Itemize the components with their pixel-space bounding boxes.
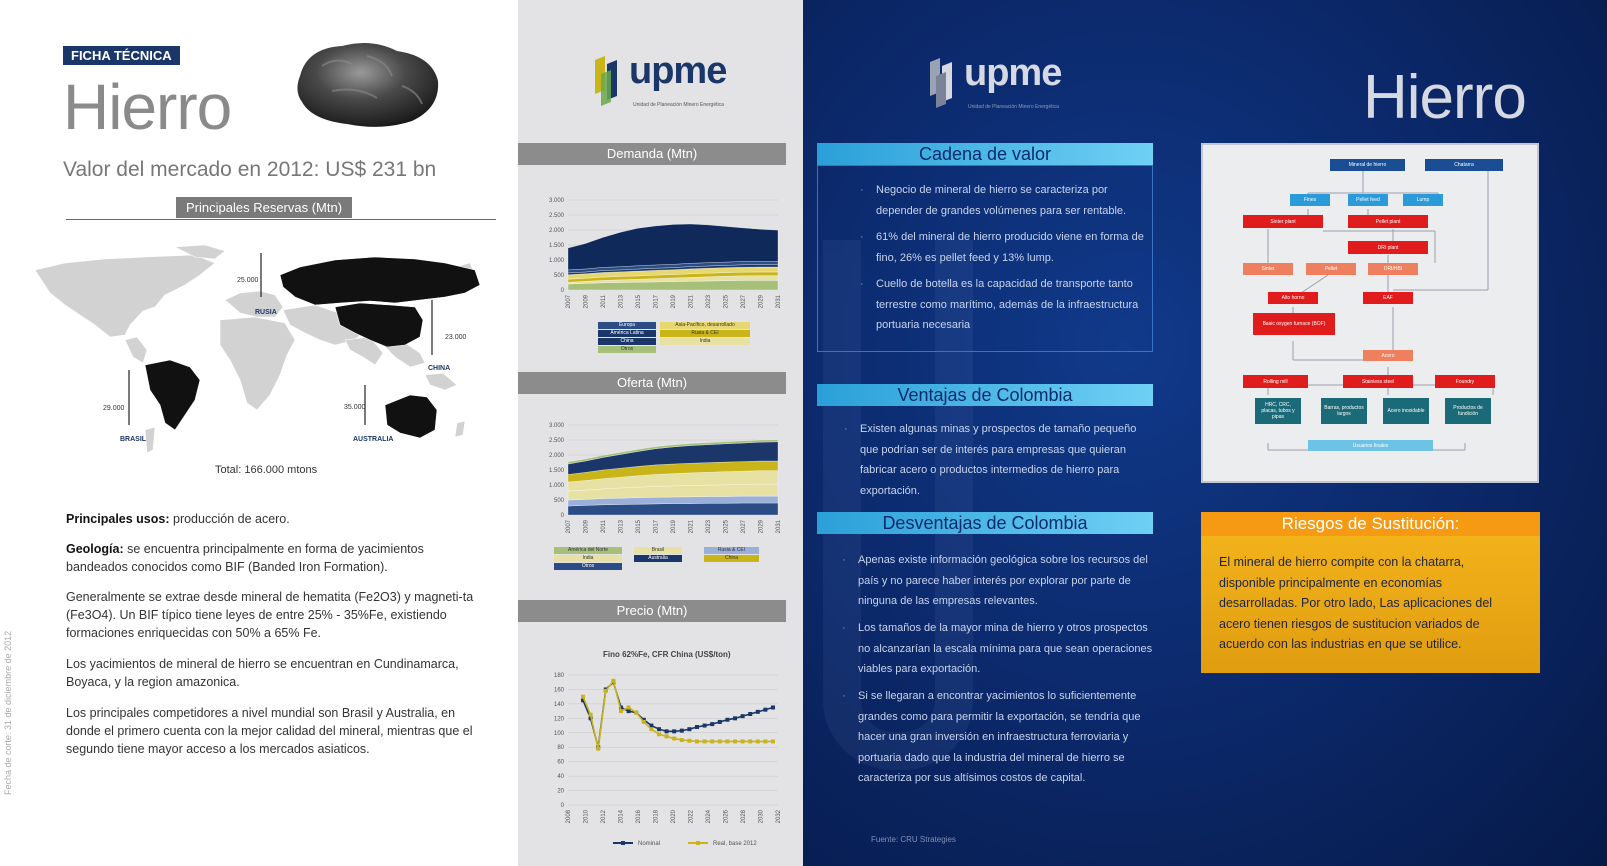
price-point	[672, 729, 676, 733]
legend-item: China	[598, 338, 656, 345]
legend-swatch-point	[696, 841, 700, 845]
russia-label: RUSIA	[255, 309, 277, 316]
price-point	[771, 706, 775, 710]
australia-value: 35.000	[344, 404, 366, 411]
node-mineral: Mineral de hierro	[1330, 159, 1405, 171]
world-reserves-map	[25, 245, 495, 460]
y-tick-label: 500	[553, 273, 564, 279]
cadena-bullet-3: · Cuello de botella es la capacidad de transporte tanto terrestre como marítimo, además de la infraestructura portuaria necesaria	[860, 278, 1139, 331]
node-fines: Fines	[1290, 194, 1330, 206]
price-point	[703, 739, 707, 743]
x-tick-label: 2031	[776, 295, 782, 309]
price-point	[718, 720, 722, 724]
y-tick-label: 1.000	[548, 483, 564, 489]
price-point	[627, 706, 631, 710]
node-pellet-feed: Pellet feed	[1348, 194, 1388, 206]
price-point	[748, 739, 752, 743]
riesgos-heading: Riesgos de Sustitución:	[1201, 512, 1540, 536]
price-point	[763, 708, 767, 712]
price-point	[687, 739, 691, 743]
price-point	[733, 716, 737, 720]
upme-wordmark: upme	[629, 50, 727, 92]
usos-label: Principales usos:	[66, 512, 170, 526]
demanda-chart	[518, 195, 788, 320]
node-sinter-plant: Sinter plant	[1243, 215, 1323, 228]
x-tick-label: 2007	[566, 295, 572, 309]
legend-item: Otros	[554, 563, 622, 570]
node-stainless: Stainless steel	[1343, 375, 1413, 388]
node-alto-horno: Alto horno	[1268, 292, 1318, 304]
node-pellet: Pellet	[1306, 263, 1356, 275]
price-point	[657, 732, 661, 736]
node-dri-hbi: DRI/HBI	[1368, 263, 1418, 275]
node-acero: Acero	[1363, 350, 1413, 361]
node-fundicion: Productos de fundición	[1445, 398, 1491, 424]
price-point	[733, 739, 737, 743]
y-tick-label: 140	[553, 701, 564, 708]
panel-title: Hierro	[1363, 63, 1526, 132]
legend-item: India	[554, 555, 622, 562]
x-tick-label: 2009	[583, 520, 590, 534]
price-point	[756, 710, 760, 714]
y-tick-label: 2.000	[548, 453, 564, 459]
legend-item: Asia-Pacífico, desarrollado	[660, 322, 750, 329]
yacimientos-paragraph: Los yacimientos de mineral de hierro se encuentran en Cundinamarca, Boyaca, y la region amazonica.	[66, 657, 459, 689]
oferta-chart	[518, 420, 788, 545]
node-dri-plant: DRI plant	[1348, 241, 1428, 254]
price-point	[581, 695, 585, 699]
desventajas-bullet-2: · Los tamaños de la mayor mina de hierro y otros prospectos no alcanzarían la escala mínima para que sean operaciones viables para exportación.	[842, 622, 1153, 675]
demanda-legend	[598, 322, 778, 352]
price-point	[657, 727, 661, 731]
legend-item: América Latina	[598, 330, 656, 337]
legend-item: Otros	[598, 346, 656, 353]
ficha-badge: FICHA TÉCNICA	[63, 46, 180, 65]
x-tick-label: 2022	[688, 810, 695, 824]
legend-item: Australia	[634, 555, 682, 562]
price-point	[672, 737, 676, 741]
competidores-paragraph: Los principales competidores a nivel mundial son Brasil y Australia, en donde el primero cuenta con la mejor calidad del mineral, mientras que el segundo tiene mayor acceso a los mercados asiaticos.	[66, 706, 473, 756]
node-foundry: Foundry	[1435, 375, 1495, 388]
china-value: 23.000	[445, 334, 467, 341]
x-tick-label: 2021	[688, 295, 695, 309]
x-tick-label: 2032	[776, 810, 782, 824]
upme-subtitle: Unidad de Planeación Minero Energética	[633, 102, 724, 108]
legend-item: América del Norte	[554, 547, 622, 554]
y-tick-label: 180	[553, 673, 564, 679]
x-tick-label: 2010	[583, 810, 590, 824]
ventajas-heading: Ventajas de Colombia	[817, 384, 1153, 406]
y-tick-label: 0	[560, 513, 564, 519]
price-point	[771, 739, 775, 743]
x-tick-label: 2012	[601, 810, 607, 824]
x-tick-label: 2026	[723, 810, 730, 824]
precio-chart	[518, 665, 788, 860]
reserves-heading: Principales Reservas (Mtn)	[176, 197, 352, 218]
node-eaf: EAF	[1363, 292, 1413, 304]
price-point	[687, 727, 691, 731]
panel-analysis	[803, 0, 1607, 866]
price-point	[680, 738, 684, 742]
x-tick-label: 2029	[758, 295, 765, 309]
geologia-label: Geología:	[66, 542, 124, 556]
x-tick-label: 2025	[723, 295, 730, 309]
x-tick-label: 2027	[741, 520, 747, 534]
market-value: Valor del mercado en 2012: US$ 231 bn	[63, 158, 437, 181]
price-point	[611, 679, 615, 683]
legend-label: Nominal	[638, 841, 661, 847]
price-point	[710, 722, 714, 726]
x-tick-label: 2016	[636, 810, 642, 824]
brasil-label: BRASIL	[120, 436, 147, 443]
x-tick-label: 2015	[636, 295, 642, 309]
price-point	[642, 720, 646, 724]
y-tick-label: 2.500	[548, 213, 564, 219]
legend-item: Rusia & CEI	[660, 330, 750, 337]
cutoff-date: Fecha de corte: 31 de diciembre de 2012	[3, 630, 13, 795]
price-point	[703, 724, 707, 728]
price-point	[634, 711, 638, 715]
usos-text: producción de acero.	[169, 512, 290, 526]
x-tick-label: 2028	[741, 810, 747, 824]
legend-item: Brasil	[634, 547, 682, 554]
price-point	[604, 689, 608, 693]
x-tick-label: 2021	[688, 520, 695, 534]
price-point	[710, 739, 714, 743]
y-tick-label: 40	[557, 774, 564, 781]
node-pellet-plant: Pellet plant	[1348, 215, 1428, 228]
oferta-legend	[554, 547, 784, 577]
riesgos-text: El mineral de hierro compite con la chatarra, disponible principalmente en economías desarrolladas. Por otro lado, Las aplicaciones del acero tienen riesgos de sustitucion variados de acuerdo con las industrias en que se utilice.	[1201, 536, 1540, 673]
precio-heading: Precio (Mtn)	[518, 600, 786, 622]
source-note: Fuente: CRU Strategies	[871, 835, 956, 844]
x-tick-label: 2025	[723, 520, 730, 534]
price-point	[589, 713, 593, 717]
legend-swatch-point	[621, 841, 625, 845]
x-tick-label: 2017	[653, 295, 660, 309]
x-tick-label: 2011	[601, 520, 607, 533]
reserves-total: Total: 166.000 mtons	[215, 464, 318, 476]
demanda-heading: Demanda (Mtn)	[518, 143, 786, 165]
desventajas-bullet-1: · Apenas existe información geológica sobre los recursos del país y no parece haber interés por explorar por parte de ninguna de las empresas relevantes.	[842, 554, 1148, 607]
y-tick-label: 0	[560, 288, 564, 294]
russia-value: 25.000	[237, 277, 259, 284]
price-point	[596, 747, 600, 751]
price-point	[695, 725, 699, 729]
y-tick-label: 80	[557, 745, 564, 752]
desventajas-bullet-3: · Si se llegaran a encontrar yacimientos lo suficientemente grandes como para permitir la exportación, se tendría que hacer una gran inversión en infraestructura ferroviaria y portuaria dado que la industria del mineral de hierro se caracteriza por sus altísimos costos de capital.	[842, 690, 1141, 784]
price-point	[741, 714, 745, 718]
price-point	[680, 729, 684, 733]
y-tick-label: 20	[557, 788, 564, 795]
divider	[66, 219, 496, 220]
node-usuarios: Usuarios finales	[1308, 440, 1433, 451]
legend-item: Europa	[598, 322, 656, 329]
x-tick-label: 2024	[706, 810, 712, 824]
x-tick-label: 2017	[653, 520, 660, 534]
oferta-heading: Oferta (Mtn)	[518, 372, 786, 394]
node-inox: Acero inoxidable	[1383, 398, 1429, 424]
cadena-bullet-2: · 61% del mineral de hierro producido viene en forma de fino, 26% es pellet feed y 13% lump.	[860, 231, 1144, 264]
y-tick-label: 1.000	[548, 258, 564, 264]
australia-region	[385, 395, 437, 438]
node-rolling-mill: Rolling mill	[1243, 375, 1308, 388]
price-point	[718, 739, 722, 743]
node-sinter: Sinter	[1243, 263, 1293, 275]
ventajas-bullet-1: · Existen algunas minas y prospectos de tamaño pequeño que podrían ser de interés para empresas que quieran fabricar acero o productos intermedios de hierro para exportación.	[844, 423, 1137, 497]
geologia-paragraph	[66, 540, 486, 576]
x-tick-label: 2013	[618, 520, 625, 534]
x-tick-label: 2014	[618, 810, 625, 824]
hematita-paragraph: Generalmente se extrae desde mineral de hematita (Fe2O3) y magneti-ta (Fe3O4). Un BIF típico tiene leyes de entre 25% - 35%Fe, existiendo formaciones enriquecidas con 50% a 65% Fe.	[66, 590, 474, 640]
panel-charts	[518, 0, 803, 866]
usos-paragraph	[66, 510, 486, 528]
x-tick-label: 2008	[566, 810, 572, 824]
y-tick-label: 3.000	[548, 198, 564, 204]
x-tick-label: 2029	[758, 520, 765, 534]
price-point	[741, 739, 745, 743]
y-tick-label: 60	[557, 759, 564, 766]
price-point	[756, 739, 760, 743]
page-title: Hierro	[63, 71, 232, 143]
x-tick-label: 2015	[636, 520, 642, 534]
precio-subtitle: Fino 62%Fe, CFR China (US$/ton)	[603, 650, 731, 659]
geologia-text: se encuentra principalmente en forma de yacimientos bandeados conocidos como BIF (Banded Iron Formation).	[66, 542, 424, 574]
x-tick-label: 2020	[671, 810, 677, 824]
price-point	[725, 739, 729, 743]
panel-ficha	[0, 0, 518, 866]
y-tick-label: 1.500	[548, 468, 564, 474]
y-tick-label: 0	[560, 803, 564, 809]
price-point	[763, 739, 767, 743]
node-hrc: HRC, CRC, placas, tubos y pipas	[1255, 398, 1301, 424]
price-point	[725, 718, 729, 722]
australia-label: AUSTRALIA	[353, 436, 394, 443]
node-barras: Barras, productos largos	[1321, 398, 1367, 424]
x-tick-label: 2018	[653, 810, 660, 824]
y-tick-label: 160	[553, 687, 564, 694]
y-tick-label: 500	[553, 498, 564, 504]
cadena-heading: Cadena de valor	[817, 143, 1153, 165]
x-tick-label: 2009	[583, 295, 590, 309]
node-chatarra: Chatarra	[1425, 159, 1503, 171]
legend-item: India	[660, 338, 750, 345]
price-point	[665, 729, 669, 733]
iron-ore-image	[292, 36, 442, 131]
value-chain-diagram	[1201, 143, 1539, 483]
russia-region	[280, 257, 480, 305]
x-tick-label: 2023	[706, 520, 712, 534]
cadena-bullet-1: · Negocio de mineral de hierro se caracteriza por depender de grandes volúmenes para ser rentable.	[860, 184, 1127, 217]
upme-wordmark: upme	[964, 52, 1062, 94]
china-label: CHINA	[428, 365, 451, 372]
x-tick-label: 2007	[566, 520, 572, 534]
x-tick-label: 2019	[671, 520, 677, 534]
price-point	[649, 727, 653, 731]
legend-item: China	[704, 555, 759, 562]
y-tick-label: 100	[553, 730, 564, 737]
y-tick-label: 2.000	[548, 228, 564, 234]
node-lump: Lump	[1403, 194, 1443, 206]
price-point	[665, 734, 669, 738]
y-tick-label: 3.000	[548, 423, 564, 429]
y-tick-label: 120	[553, 716, 564, 723]
brasil-region	[145, 360, 200, 430]
upme-logo-mark	[928, 52, 960, 108]
price-point	[619, 709, 623, 713]
y-tick-label: 2.500	[548, 438, 564, 444]
x-tick-label: 2019	[671, 295, 677, 309]
upme-subtitle: Unidad de Planeación Minero Energética	[968, 104, 1059, 110]
y-tick-label: 1.500	[548, 243, 564, 249]
desventajas-heading: Desventajas de Colombia	[817, 512, 1153, 534]
price-point	[748, 712, 752, 716]
x-tick-label: 2027	[741, 295, 747, 309]
price-point	[627, 709, 631, 713]
price-point	[695, 739, 699, 743]
upme-logo-mark	[593, 50, 625, 106]
legend-item: Rusia & CEI	[704, 547, 759, 554]
x-tick-label: 2030	[758, 810, 765, 824]
x-tick-label: 2023	[706, 295, 712, 309]
brasil-value: 29.000	[103, 405, 125, 412]
x-tick-label: 2011	[601, 295, 607, 308]
node-bof: Basic oxygen furnace (BOF)	[1253, 313, 1335, 335]
x-tick-label: 2031	[776, 520, 782, 534]
legend-label: Real, base 2012	[713, 841, 757, 847]
x-tick-label: 2013	[618, 295, 625, 309]
